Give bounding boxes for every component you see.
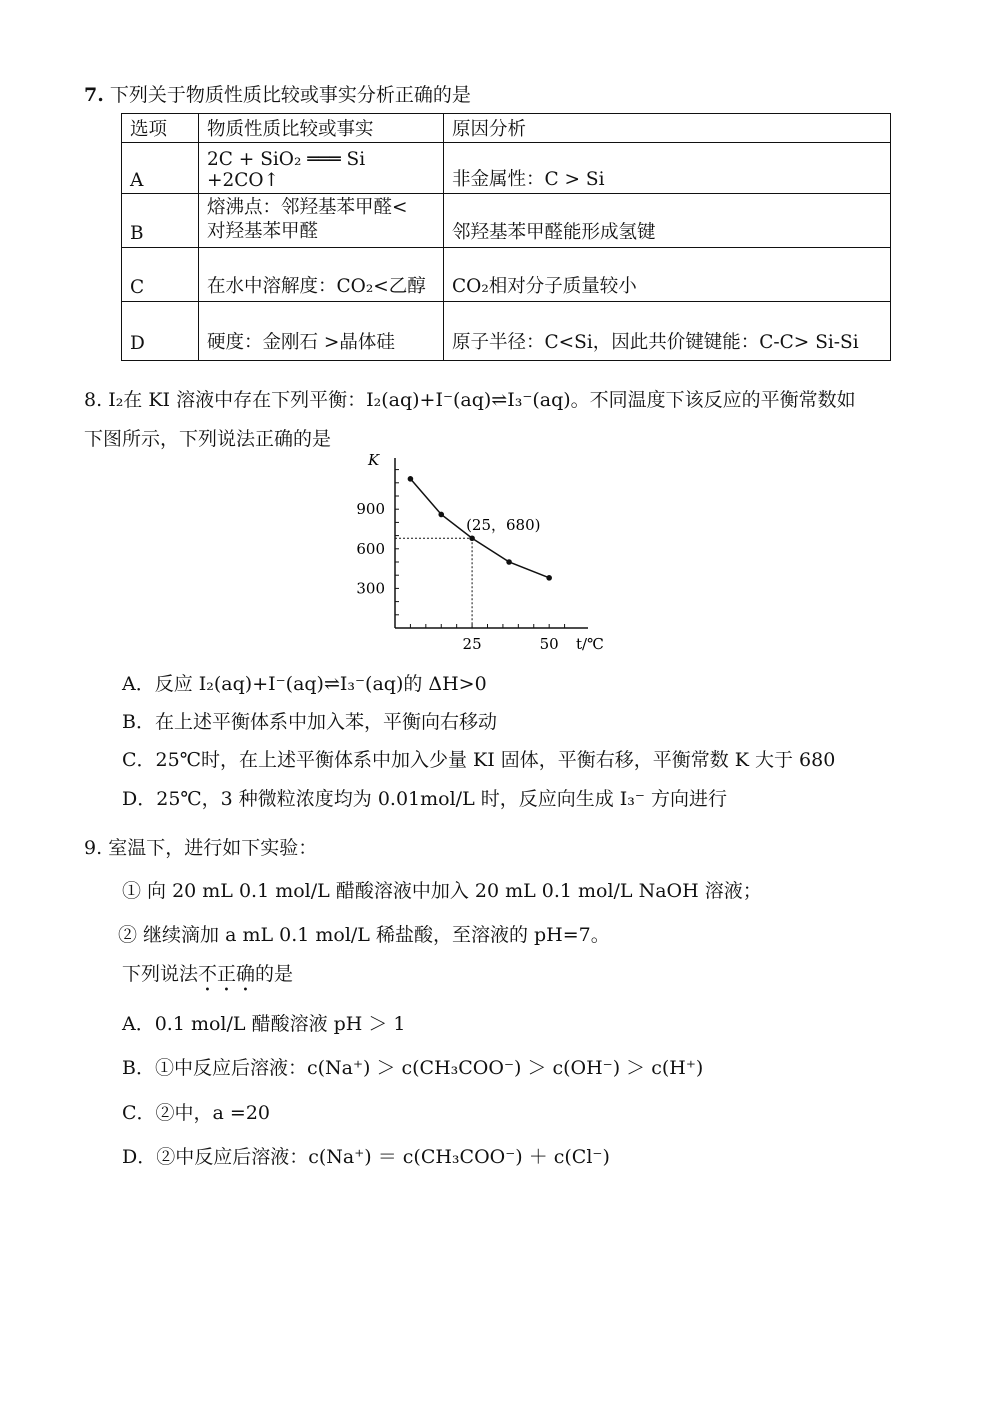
- q7-fact-c: 在水中溶解度：CO₂<乙醇: [199, 248, 444, 302]
- q7-stem: [84, 80, 471, 107]
- q7-header-reason: 原因分析: [444, 114, 891, 143]
- q7-header-fact: 物质性质比较或事实: [199, 114, 444, 143]
- q8-stem-line2: 下图所示，下列说法正确的是: [84, 428, 332, 450]
- q9-number: 9.: [84, 837, 103, 859]
- data-point: [408, 476, 414, 482]
- q9-stem-text: 室温下，进行如下实验：: [108, 837, 318, 859]
- q8-option-d[interactable]: D．25℃，3 种微粒浓度均为 0.01mol/L 时，反应向生成 I₃⁻ 方向进行: [122, 788, 727, 810]
- q9-option-d[interactable]: D．②中反应后溶液：c(Na⁺) ＝ c(CH₃COO⁻) ＋ c(Cl⁻): [122, 1146, 610, 1168]
- q9-stem: [84, 833, 317, 860]
- q8-stem-text: I₂在 KI 溶液中存在下列平衡：I₂(aq)+I⁻(aq)⇌I₃⁻(aq)。不同温度下该反应的平衡常数如: [108, 389, 856, 411]
- q9-step1: ① 向 20 mL 0.1 mol/L 醋酸溶液中加入 20 mL 0.1 mol/L NaOH 溶液；: [122, 880, 762, 902]
- q7-fact-d: 硬度：金刚石 >晶体硅: [199, 302, 444, 361]
- q7-reason-c: CO₂相对分子质量较小: [444, 248, 891, 302]
- point-annotation: (25，680): [466, 516, 541, 535]
- q9-ask-emphasis: 不正确: [198, 963, 256, 985]
- equilibrium-constant-chart: [340, 451, 604, 655]
- q7-row-a: [122, 143, 891, 194]
- q7-table-header: [122, 114, 891, 143]
- x-tick-label: 50: [539, 635, 559, 653]
- data-point: [546, 575, 552, 581]
- y-tick-label: 300: [356, 579, 385, 598]
- q7-reason-d: 原子半径：C<Si，因此共价键键能：C-C> Si-Si: [444, 302, 891, 361]
- x-axis-label: t/℃: [576, 635, 604, 653]
- data-point: [438, 512, 444, 518]
- q7-row-c: [122, 248, 891, 302]
- q8-number: 8.: [84, 389, 103, 411]
- q9-ask-suffix: 的是: [255, 963, 294, 985]
- q8-option-b[interactable]: B．在上述平衡体系中加入苯，平衡向右移动: [122, 711, 497, 733]
- q9-option-a[interactable]: A．0.1 mol/L 醋酸溶液 pH ＞ 1: [122, 1013, 406, 1035]
- q9-step2: ② 继续滴加 a mL 0.1 mol/L 稀盐酸，至溶液的 pH=7。: [118, 924, 610, 946]
- q7-reason-b: 邻羟基苯甲醛能形成氢键: [444, 194, 891, 248]
- q7-number: 7.: [84, 84, 104, 106]
- q7-stem-text: 下列关于物质性质比较或事实分析正确的是: [109, 84, 471, 106]
- q7-fact-b: [199, 194, 444, 248]
- q8-option-a[interactable]: A．反应 I₂(aq)+I⁻(aq)⇌I₃⁻(aq)的 ΔH>0: [122, 673, 487, 695]
- q7-option-b: B: [122, 194, 199, 248]
- q7-row-d: [122, 302, 891, 361]
- q7-option-c: C: [122, 248, 199, 302]
- q9-ask-prefix: 下列说法: [122, 963, 199, 985]
- q9-ask: [122, 959, 293, 996]
- q7-fact-a: 2C + SiO₂ ═══ Si +2CO↑: [199, 143, 444, 194]
- q8-option-c[interactable]: C．25℃时，在上述平衡体系中加入少量 KI 固体，平衡右移，平衡常数 K 大于 680: [122, 749, 836, 771]
- q7-fact-b-line1: 熔沸点：邻羟基苯甲醛<: [207, 197, 408, 218]
- y-tick-label: 900: [356, 500, 385, 519]
- q7-header-option: 选项: [122, 114, 199, 143]
- data-point: [506, 559, 512, 565]
- q7-reason-a: 非金属性：C > Si: [444, 143, 891, 194]
- q7-fact-b-line2: 对羟基苯甲醛: [207, 221, 319, 242]
- q7-option-d: D: [122, 302, 199, 361]
- x-tick-label: 25: [462, 635, 482, 653]
- q9-option-b[interactable]: B．①中反应后溶液：c(Na⁺) ＞ c(CH₃COO⁻) ＞ c(OH⁻) ＞ c(H⁺): [122, 1057, 704, 1079]
- y-tick-label: 600: [356, 539, 385, 558]
- q7-option-a: A: [122, 143, 199, 194]
- q9-option-c[interactable]: C．②中，a =20: [122, 1102, 271, 1124]
- q7-table: [121, 113, 891, 361]
- q7-row-b: [122, 194, 891, 248]
- q8-stem-line1: [84, 385, 856, 412]
- y-axis-label: K: [368, 451, 380, 469]
